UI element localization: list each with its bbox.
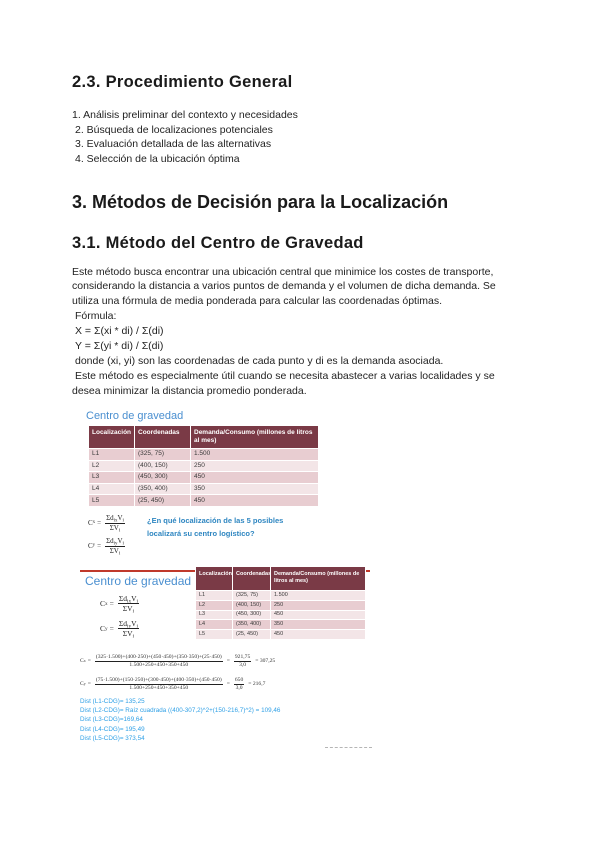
formula-equals: = <box>109 624 114 634</box>
numerator-subscript: i <box>122 518 124 524</box>
cell-demand: 1.500 <box>191 449 319 461</box>
formula-symbol: C <box>100 599 106 609</box>
cell-demand: 250 <box>271 600 366 610</box>
chapter-heading-metodos: 3. Métodos de Decisión para la Localización <box>72 192 449 212</box>
slide2-location-table <box>195 566 366 640</box>
header-location: Localización <box>196 567 233 591</box>
calc-denominator: 3,0 <box>239 661 247 668</box>
slide2-formula-cy: C y = $\frac{\Sigma d_{iy}V_i}{\Sigma V_i}$ <box>100 619 138 640</box>
header-demand: Demanda/Consumo (millones de litros al mes) <box>271 567 366 591</box>
formula-x: X = Σ(xi * di) / Σ(di) <box>75 325 164 338</box>
cell-demand: 450 <box>191 472 319 484</box>
dashed-divider <box>325 747 372 748</box>
calc-numerator: 921,75 <box>234 654 251 660</box>
table-header-row <box>89 426 319 449</box>
list-item: 4. Selección de la ubicación óptima <box>75 152 240 165</box>
table-row <box>89 472 319 484</box>
numerator-subscript: i <box>122 541 124 547</box>
header-coordinates: Coordenadas <box>233 567 271 591</box>
header-location: Localización <box>89 426 135 449</box>
calc-denominator: 1.500+250+450+350+450 <box>129 684 189 691</box>
numerator-subscript: i <box>136 623 138 630</box>
slide1-question <box>147 515 283 540</box>
denominator-text: ΣV <box>109 546 119 555</box>
calc-equals: = <box>226 681 230 688</box>
formula-label: Fórmula: <box>75 310 117 323</box>
denominator-text: ΣV <box>122 629 133 639</box>
cell-coordinates: (350, 400) <box>135 483 191 495</box>
calc-equals: = <box>87 681 91 688</box>
denominator-subscript: i <box>132 633 135 640</box>
formula-symbol: C <box>88 542 93 551</box>
section-heading-centro-gravedad: 3.1. Método del Centro de Gravedad <box>72 234 364 252</box>
cell-demand: 1.500 <box>271 591 366 601</box>
numerator-text: Σd <box>106 537 114 545</box>
formula-denominator <box>109 524 122 533</box>
denominator-text: ΣV <box>122 604 133 614</box>
table-row <box>89 483 319 495</box>
cell-demand: 350 <box>191 483 319 495</box>
calc-denominator: 1.500+250+450+350+450 <box>129 661 189 668</box>
cell-location: L5 <box>89 495 135 507</box>
calc-equals: = <box>226 658 230 665</box>
cell-demand: 450 <box>191 495 319 507</box>
cell-demand: 450 <box>271 610 366 620</box>
cell-coordinates: (450, 300) <box>135 472 191 484</box>
slide1-title: Centro de gravedad <box>86 410 184 422</box>
table-row <box>89 460 319 472</box>
formula-symbol: C <box>88 519 93 528</box>
distance-line: Dist (L5-CDG)= 373,54 <box>80 734 145 742</box>
cell-coordinates: (400, 150) <box>135 460 191 472</box>
numerator-text: Σd <box>106 514 114 522</box>
calc-denominator: 3,0 <box>235 684 243 691</box>
distance-line: Dist (L2-CDG)= Raíz cuadrada ((400-307,2)^2+(150-216,7)^2) = 109,46 <box>80 707 281 715</box>
cell-coordinates: (450, 300) <box>233 610 271 620</box>
table-row <box>89 495 319 507</box>
cell-location: L3 <box>89 472 135 484</box>
list-item: 2. Búsqueda de localizaciones potenciales <box>75 123 273 136</box>
numerator-subscript: ix <box>113 518 118 524</box>
formula-explanation: donde (xi, yi) son las coordenadas de cada punto y di es la demanda asociada. <box>75 354 444 367</box>
formula-equals: = <box>97 519 102 528</box>
formula-numerator <box>118 594 139 604</box>
calc-fraction <box>95 677 223 692</box>
numerator-text: V <box>117 537 123 545</box>
numerator-text: V <box>131 594 137 603</box>
cell-coordinates: (350, 400) <box>233 620 271 630</box>
note-line: desea minimizar la distancia promedio ponderada. <box>72 384 307 397</box>
formula-numerator <box>118 619 139 629</box>
formula-denominator <box>122 629 135 638</box>
numerator-subscript: i <box>136 598 138 605</box>
paragraph-line: Este método busca encontrar una ubicación central que minimice los costes de transporte, <box>72 265 494 278</box>
calc-symbol: C <box>80 658 84 665</box>
formula-numerator <box>105 537 125 547</box>
calc-result: = 307,25 <box>255 658 276 665</box>
paragraph-line: considerando la distancia a varios puntos de demanda y el volumen de dicha demanda. Se <box>72 280 496 293</box>
cell-location: L3 <box>196 610 233 620</box>
cell-location: L5 <box>196 630 233 640</box>
formula-symbol: C <box>100 624 106 634</box>
procedure-steps-list <box>72 108 298 166</box>
formula-y: Y = Σ(yi * di) / Σ(di) <box>75 340 164 353</box>
note-line: Este método es especialmente útil cuando se necesita abastecer a varias localidades y se <box>75 369 495 382</box>
slide2-distances <box>80 697 280 743</box>
slide1-formula-cy: C y = $\frac{\Sigma d_{iy}V_i}{\Sigma V_i}$ <box>88 537 124 557</box>
formula-equals: = <box>109 599 114 609</box>
formula-equals: = <box>97 542 102 551</box>
numerator-text: V <box>117 514 123 522</box>
numerator-text: V <box>131 619 137 628</box>
cell-demand: 250 <box>191 460 319 472</box>
cell-location: L4 <box>89 483 135 495</box>
slide2-formula-cx: C x = $\frac{\Sigma d_{ix}V_i}{\Sigma V_i}$ <box>100 594 138 615</box>
list-item: 3. Evaluación detallada de las alternativas <box>75 138 272 150</box>
calc-numerator: (75·1.500)+(150·250)+(300·450)+(400·350)+(450·450) <box>95 677 222 683</box>
cell-location: L1 <box>89 449 135 461</box>
table-row <box>89 449 319 461</box>
calc-symbol: C <box>80 681 84 688</box>
formula-denominator <box>122 604 135 613</box>
calc-fraction <box>95 654 223 669</box>
table-row <box>196 630 366 640</box>
calc-fraction <box>234 677 244 692</box>
slide2-calculation-cy: C y = $\frac{(75\cdot 1.500)+(150\cdot 250)+(300\cdot 450)+(400\cdot 350)+(450\cdot 450)}{1.500+250+450+350+450}$ = $\frac{650}{3,0}$ = 216,7 <box>80 677 266 691</box>
cell-coordinates: (400, 150) <box>233 600 271 610</box>
formula-fraction <box>118 594 139 614</box>
denominator-subscript: i <box>118 528 121 534</box>
formula-fraction <box>105 514 125 533</box>
numerator-subscript: ix <box>127 598 132 605</box>
numerator-subscript: iy <box>113 541 118 547</box>
cell-coordinates: (25, 450) <box>233 630 271 640</box>
formula-fraction <box>118 619 139 639</box>
cell-location: L2 <box>196 600 233 610</box>
denominator-subscript: i <box>118 551 121 557</box>
table-header-row <box>196 567 366 591</box>
distance-line: Dist (L1-CDG)= 135,25 <box>80 698 145 705</box>
header-demand: Demanda/Consumo (millones de litros al mes) <box>191 426 319 449</box>
table-row <box>196 620 366 630</box>
table-row <box>196 591 366 601</box>
distance-line: Dist (L3-CDG)=169,64 <box>80 716 143 724</box>
cell-location: L2 <box>89 460 135 472</box>
formula-denominator <box>109 547 122 556</box>
calc-numerator: (325·1.500)+(400·250)+(450·450)+(350·350)+(25·450) <box>95 654 222 660</box>
distance-line: Dist (L4-CDG)= 195,49 <box>80 725 145 733</box>
calc-result: = 216,7 <box>248 681 266 688</box>
numerator-text: Σd <box>118 619 127 628</box>
table-row <box>196 610 366 620</box>
cell-coordinates: (325, 75) <box>135 449 191 461</box>
header-coordinates: Coordenadas <box>135 426 191 449</box>
calc-equals: = <box>87 658 91 665</box>
question-line: localizará su centro logístico? <box>147 528 255 538</box>
denominator-subscript: i <box>132 608 135 615</box>
list-item: 1. Análisis preliminar del contexto y necesidades <box>72 109 298 121</box>
cell-location: L1 <box>196 591 233 601</box>
cell-coordinates: (25, 450) <box>135 495 191 507</box>
cell-demand: 350 <box>271 620 366 630</box>
numerator-subscript: iy <box>127 623 132 630</box>
slide1-formula-cx: C x = $\frac{\Sigma d_{ix}V_i}{\Sigma V_i}$ <box>88 514 124 534</box>
slide2-title: Centro de gravedad <box>85 574 192 588</box>
formula-numerator <box>105 514 125 524</box>
cell-demand: 450 <box>271 630 366 640</box>
slide2-calculation-cx: C x = $\frac{(325\cdot 1.500)+(400\cdot 250)+(450\cdot 450)+(350\cdot 350)+(25\cdot 450)}{1.500+250+450+350+450}$ = $\frac{921,75}{3,0}$ = 307,25 <box>80 654 276 668</box>
cell-location: L4 <box>196 620 233 630</box>
calc-fraction <box>234 654 251 669</box>
denominator-text: ΣV <box>109 523 119 532</box>
body-text <box>72 265 542 399</box>
slide1-location-table <box>88 425 319 507</box>
formula-fraction <box>105 537 125 556</box>
numerator-text: Σd <box>118 594 127 603</box>
table-row <box>196 600 366 610</box>
cell-coordinates: (325, 75) <box>233 591 271 601</box>
paragraph-line: utiliza una fórmula de media ponderada para calcular las coordenadas óptimas. <box>72 295 443 308</box>
section-heading-procedimiento: 2.3. Procedimiento General <box>72 73 293 91</box>
question-line: ¿En qué localización de las 5 posibles <box>147 516 284 525</box>
calc-numerator: 650 <box>234 677 244 683</box>
